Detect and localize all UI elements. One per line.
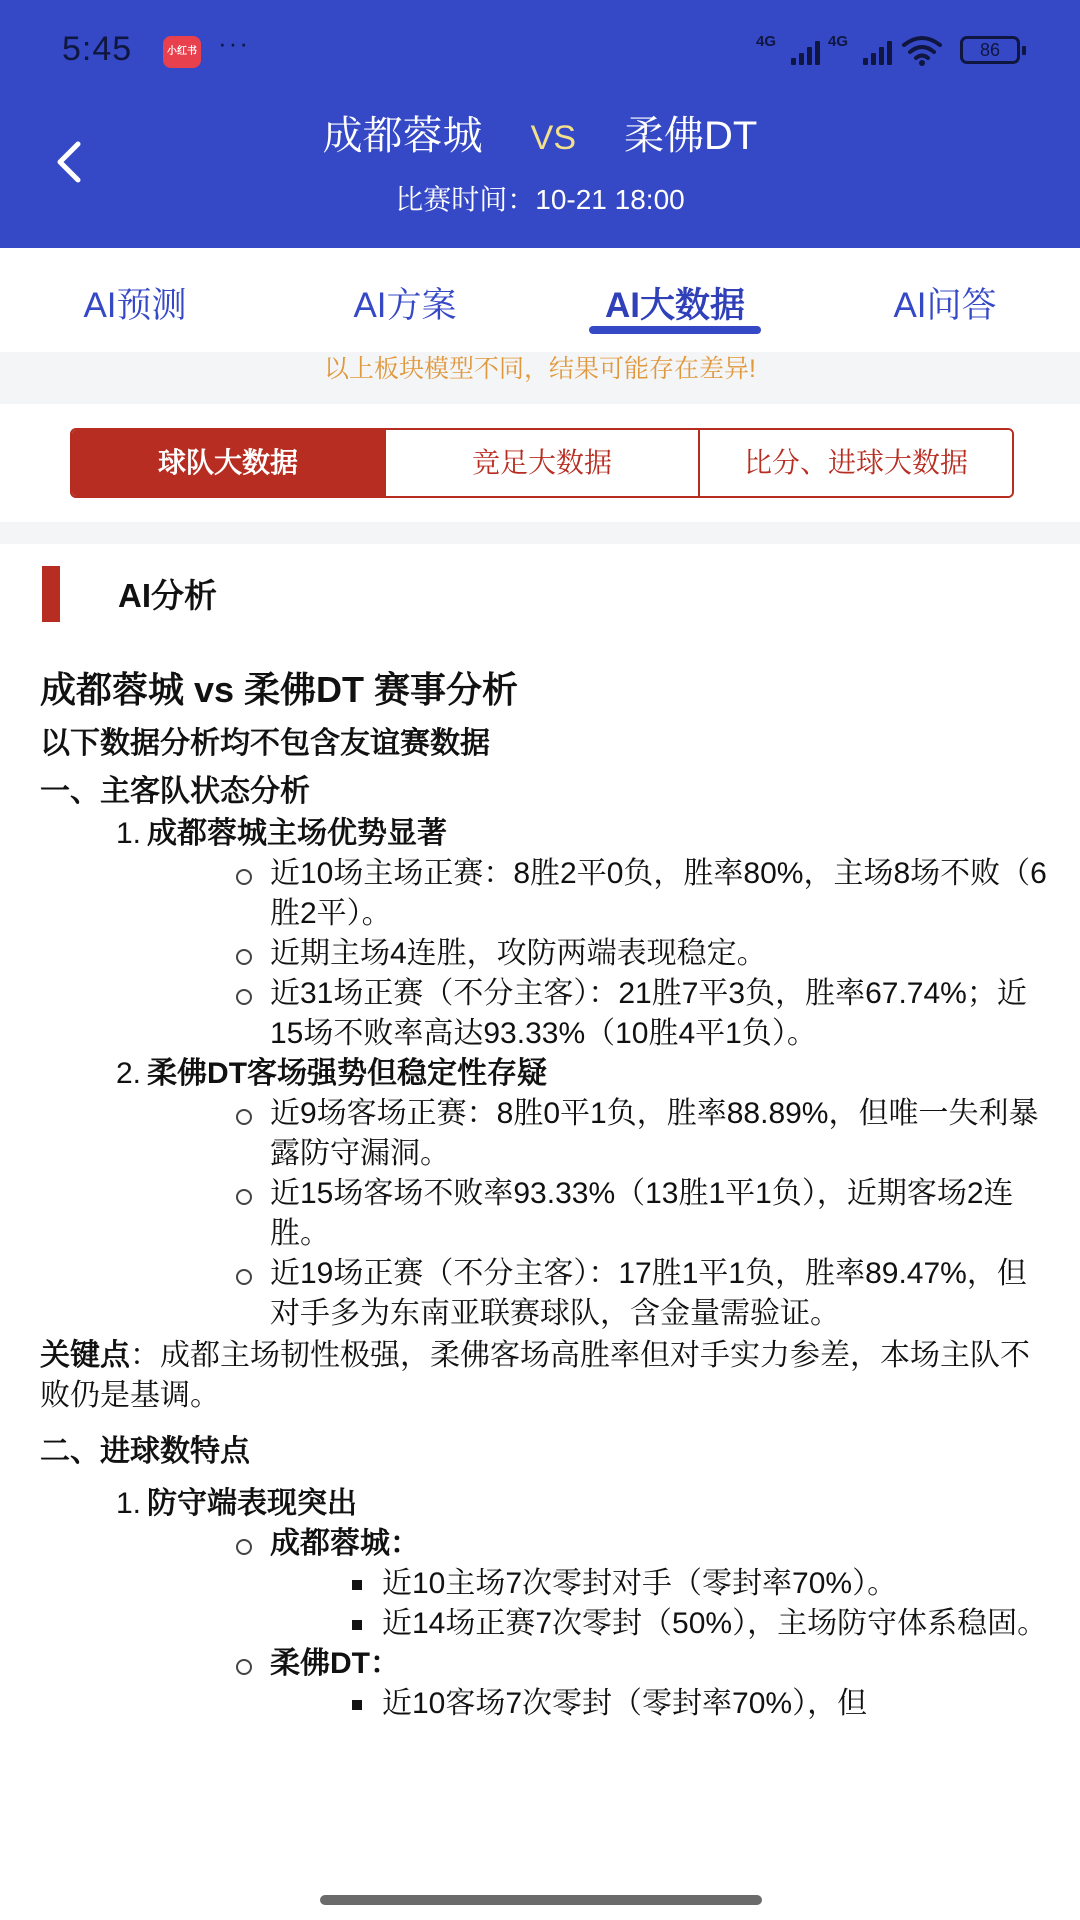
key-point-label: 关键点 — [40, 1339, 130, 1372]
data-type-segment — [70, 428, 1014, 498]
away-team-name: 柔佛DT — [624, 114, 758, 158]
tab-ai-prediction[interactable]: AI预测 — [83, 286, 187, 325]
section-accent-bar — [42, 566, 60, 622]
section-header — [0, 544, 1080, 644]
list-item: 近9场客场正赛：8胜0平1负，胜率88.89%，但唯一失利暴露防守漏洞。 — [236, 1094, 1050, 1174]
battery-level: 86 — [979, 40, 1001, 60]
divider — [0, 522, 1080, 544]
list-item-heading — [116, 1484, 1050, 1524]
list-item: 近10主场7次零封对手（零封率70%）。 — [352, 1564, 1050, 1604]
match-header — [0, 0, 1080, 248]
part1-heading: 一、主客队状态分析 — [40, 775, 310, 808]
list-item: 近19场正赛（不分主客）：17胜1平1负，胜率89.47%，但对手多为东南亚联赛球队，含金量需验证。 — [236, 1254, 1050, 1334]
cellular-signal-icon — [756, 33, 820, 67]
analysis-article — [40, 664, 1050, 1724]
list-item-heading — [116, 814, 1050, 854]
segment-lottery-data[interactable]: 竞足大数据 — [384, 430, 698, 496]
tab-ai-qa[interactable]: AI问答 — [893, 286, 997, 325]
list-item-title: 成都蓉城主场优势显著 — [147, 817, 448, 850]
list-number: 2. — [116, 1057, 142, 1090]
data-type-segment-wrapper — [0, 404, 1080, 522]
bullet-list — [236, 854, 1050, 1054]
main-tabs — [0, 248, 1080, 352]
list-number: 1. — [116, 817, 142, 850]
network-type-label: 4G — [828, 33, 849, 50]
list-item: 近31场正赛（不分主客）：21胜7平3负，胜率67.74%；近15场不败率高达93.33%（10胜4平1负）。 — [236, 974, 1050, 1054]
bullet-list — [236, 1644, 1050, 1684]
battery-icon — [960, 36, 1020, 64]
team-subheading: 柔佛DT： — [236, 1644, 1050, 1684]
key-point-text: ：成都主场韧性极强，柔佛客场高胜率但对手实力参差，本场主队不败仍是基调。 — [40, 1339, 1030, 1412]
match-time: 比赛时间：10-21 18:00 — [395, 184, 685, 215]
bullet-list — [236, 1524, 1050, 1564]
section-title: AI分析 — [118, 577, 217, 614]
sub-bullet-list — [352, 1684, 1050, 1724]
list-item: 近15场客场不败率93.33%（13胜1平1负），近期客场2连胜。 — [236, 1174, 1050, 1254]
home-indicator[interactable] — [320, 1895, 762, 1905]
bullet-list — [236, 1094, 1050, 1334]
article-title: 成都蓉城 vs 柔佛DT 赛事分析 — [40, 669, 519, 710]
article-disclaimer: 以下数据分析均不包含友谊赛数据 — [40, 727, 490, 760]
list-item-title: 防守端表现突出 — [147, 1487, 358, 1520]
more-notifications-icon: ··· — [218, 28, 250, 58]
status-time: 5:45 — [62, 30, 133, 68]
list-item: 近14场正赛7次零封（50%），主场防守体系稳固。 — [352, 1604, 1050, 1644]
xiaohongshu-app-icon: 小红书 — [163, 36, 201, 68]
network-type-label: 4G — [756, 33, 777, 50]
team-subheading: 成都蓉城： — [236, 1524, 1050, 1564]
list-item-heading — [116, 1054, 1050, 1094]
sub-bullet-list — [352, 1564, 1050, 1644]
wifi-icon — [900, 33, 944, 67]
tab-ai-plan[interactable]: AI方案 — [353, 286, 457, 325]
match-title — [0, 104, 1080, 161]
status-icons — [756, 33, 1020, 67]
list-item: 近期主场4连胜，攻防两端表现稳定。 — [236, 934, 1050, 974]
part2-heading: 二、进球数特点 — [40, 1435, 250, 1468]
status-bar — [0, 0, 1080, 100]
list-item: 近10场主场正赛：8胜2平0负，胜率80%，主场8场不败（6胜2平）。 — [236, 854, 1050, 934]
tab-ai-big-data[interactable]: AI大数据 — [540, 248, 810, 352]
cellular-signal-icon-2 — [828, 33, 892, 67]
list-item-title: 柔佛DT客场强势但稳定性存疑 — [147, 1057, 548, 1090]
segment-team-data[interactable]: 球队大数据 — [72, 430, 384, 496]
list-number: 1. — [116, 1487, 142, 1520]
home-team-name: 成都蓉城 — [322, 114, 483, 158]
key-point — [40, 1336, 1050, 1416]
model-difference-notice: 以上板块模型不同，结果可能存在差异! — [0, 352, 1080, 404]
vs-label: VS — [530, 119, 577, 157]
segment-score-goals-data[interactable]: 比分、进球大数据 — [698, 430, 1012, 496]
list-item: 近10客场7次零封（零封率70%），但 — [352, 1684, 1050, 1724]
